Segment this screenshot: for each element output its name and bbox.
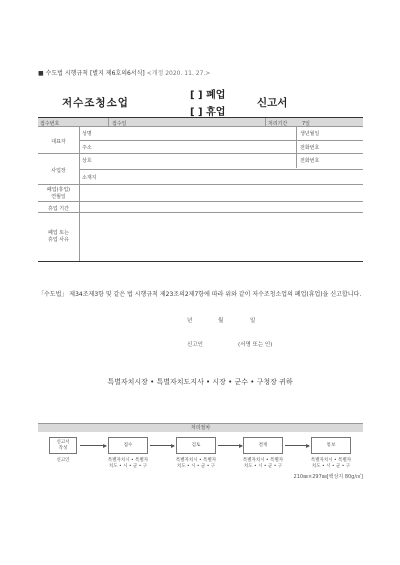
- suspend-period-label: 휴업 기간: [48, 206, 69, 212]
- process-flow: [38, 423, 363, 467]
- date-month-label: 월: [218, 318, 224, 324]
- processing-period-value: 7일: [302, 121, 311, 127]
- process-sub-notify: [303, 458, 359, 469]
- birth-date-label: 생년월일: [300, 131, 320, 137]
- form-title-business: 저수조청소업: [62, 97, 129, 109]
- process-sub-receive-line1: 특별자치시 • 특별자: [107, 458, 149, 463]
- process-sub-receive: [100, 458, 156, 469]
- suspend-period-row: [38, 202, 363, 213]
- close-date-label-line1: 폐업(휴업): [46, 187, 71, 193]
- form-header-note: [38, 68, 210, 77]
- process-step-receive: [108, 437, 148, 454]
- name-label: 성명: [82, 131, 92, 137]
- date-year-label: 년: [187, 318, 193, 324]
- report-form-table: [38, 117, 363, 262]
- representative-section: [38, 127, 363, 154]
- arrow-icon: [218, 445, 242, 446]
- close-date-label-line2: 연월일: [51, 193, 66, 200]
- process-sub-review: [168, 458, 224, 469]
- date-day-label: 일: [250, 318, 256, 324]
- reporter-label: 신고인: [187, 342, 203, 348]
- process-sub-review-line2: 치도 • 시 • 군 • 구: [176, 463, 216, 469]
- process-sub-notify-line1: 특별자치시 • 특별자: [310, 458, 352, 463]
- process-sub-approve-line1: 특별자치시 • 특별자: [242, 458, 284, 463]
- process-step-write-label-2: 작성: [58, 445, 68, 451]
- process-sub-approve: [235, 458, 291, 469]
- receipt-number-label: 접수번호: [40, 121, 60, 127]
- trade-name-label: 상호: [82, 158, 92, 164]
- location-label: 소재지: [82, 175, 97, 181]
- form-regulation-ref: ■ 수도법 시행규칙 [별지 제6호의6서식]: [38, 70, 145, 77]
- receipt-date-label: 접수일: [112, 121, 127, 127]
- address-label: 주소: [82, 145, 92, 151]
- close-date-row: [38, 185, 363, 202]
- arrow-icon: [285, 445, 309, 446]
- process-sub-approve-line2: 치도 • 시 • 군 • 구: [243, 463, 283, 469]
- option-close-checkbox[interactable]: [ ] 폐업: [190, 90, 226, 101]
- option-suspend-checkbox[interactable]: [ ] 휴업: [190, 107, 226, 118]
- process-step-write: [49, 437, 77, 454]
- reason-label-line2: 휴업 사유: [48, 236, 69, 243]
- process-sub-write-line1: 신고인: [56, 458, 70, 463]
- receipt-row: [38, 118, 363, 127]
- reason-label: [38, 230, 79, 243]
- form-title-report: 신고서: [257, 97, 288, 109]
- close-date-label: [38, 187, 79, 200]
- declaration-statement: 「수도법」 제34조제3항 및 같은 법 시행규칙 제23조의2제7항에 따라 위와 같이 저수조청소업의 폐업(휴업)을 신고합니다.: [38, 291, 362, 298]
- form-revision-date: <개정 2020. 11. 27.>: [146, 70, 211, 77]
- arrow-icon: [150, 445, 174, 446]
- reason-label-line1: 폐업 또는: [48, 230, 69, 236]
- process-step-write-label-1: 신고서: [56, 440, 70, 445]
- business-label: 사업장: [51, 168, 66, 174]
- process-title: 처리절차: [38, 424, 363, 432]
- process-step-notify: [311, 437, 351, 454]
- process-sub-write: [43, 458, 83, 464]
- paper-size-note: 210㎜×297㎜[백상지 80g/㎡]: [293, 474, 363, 480]
- arrow-icon: [80, 445, 106, 446]
- process-step-review-label: 검토: [191, 442, 201, 448]
- process-step-approve-label: 결재: [258, 442, 268, 448]
- process-sub-review-line1: 특별자치시 • 특별자: [175, 458, 217, 463]
- business-phone-label: 전화번호: [300, 158, 320, 164]
- representative-label: 대표자: [51, 139, 66, 145]
- reason-row: [38, 213, 363, 261]
- recipient-line: 특별자치시장 • 특별자치도지사 • 시장 • 군수 • 구청장 귀하: [107, 378, 293, 386]
- process-step-notify-label: 통보: [326, 442, 336, 448]
- representative-phone-label: 전화번호: [300, 145, 320, 151]
- business-section: [38, 154, 363, 185]
- process-sub-notify-line2: 치도 • 시 • 군 • 구: [311, 463, 351, 469]
- process-step-receive-label: 접수: [123, 442, 133, 448]
- process-step-approve: [243, 437, 283, 454]
- process-sub-receive-line2: 치도 • 시 • 군 • 구: [108, 463, 148, 469]
- processing-period-label: 처리기간: [268, 121, 288, 127]
- signature-note: (서명 또는 인): [238, 342, 273, 348]
- process-step-review: [176, 437, 216, 454]
